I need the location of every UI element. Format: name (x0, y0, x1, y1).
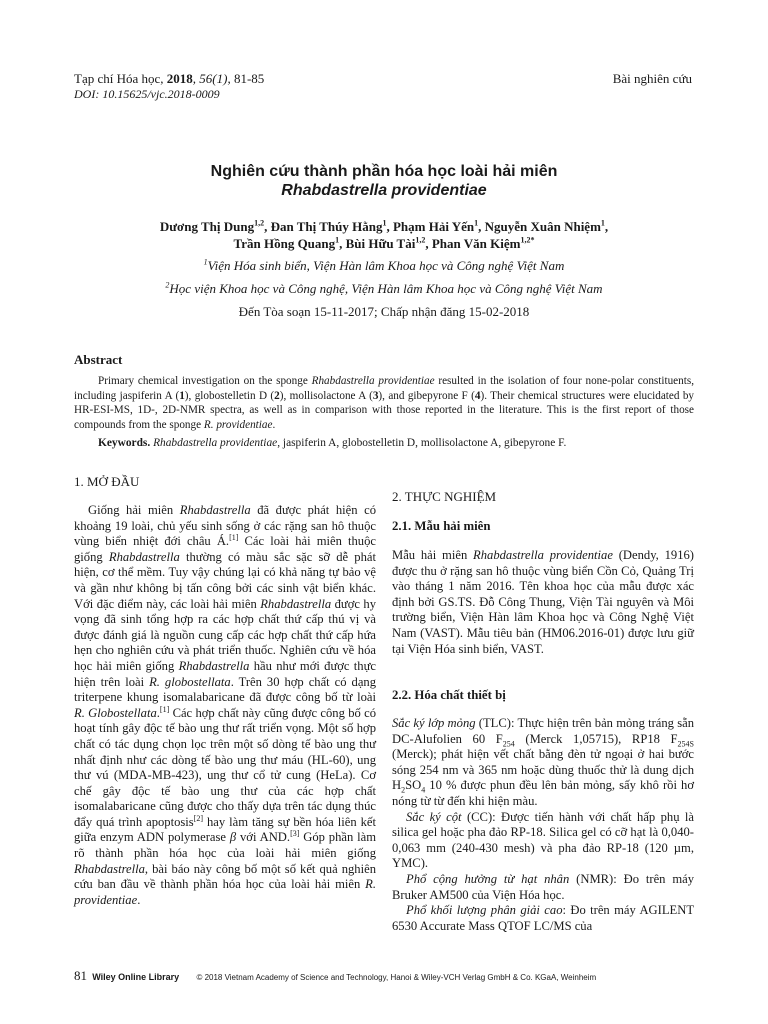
abstract-span: . (272, 418, 276, 431)
text-span: thường có màu sắc sặc sỡ dễ phát hiện, cơ thể mềm. Tuy vậy chúng lại có khả năng tự bảo vệ và gần như không bị tấn công bởi các sinh vật biển khác. Với đặc điểm này, các loài hải miên (74, 549, 376, 611)
received-accepted-dates: Đến Tòa soạn 15-11-2017; Chấp nhận đăng 15-02-2018 (238, 304, 530, 319)
citation-ref[interactable]: [2] (193, 813, 204, 823)
compound-number: 4 (474, 389, 481, 402)
author-affiliation-mark: 1,2 (415, 235, 426, 245)
method-name: Phổ khối lượng phân giải cao (406, 903, 563, 918)
text-span: hầu như mới được thực hiện trên loài (74, 658, 377, 689)
chemicals-equipment-text (392, 716, 694, 934)
abstract-span: ). Their chemical structures were elucidated by HR-ESI-MS, 1D-, 2D-NMR spectra, as well as in comparison with those reported in the literature. This is the first report of those compounds from the sponge (74, 389, 695, 431)
article-type: Bài nghiên cứu (612, 71, 692, 86)
text-span: (Merck 1,05715), RP18 F (514, 731, 678, 746)
text-span: . (156, 705, 160, 720)
subscript: 2 (401, 785, 406, 795)
journal-year: 2018 (166, 71, 193, 86)
paper-title: Nghiên cứu thành phần hóa học loài hải miên (210, 163, 558, 180)
section-heading-experimental: 2. THỰC NGHIỆM (392, 489, 497, 504)
author-affiliation-mark: 1,2 (254, 218, 265, 228)
species-name: Rhabdastrella providentiae (311, 375, 435, 387)
journal-name: Tạp chí Hóa học, (74, 71, 167, 86)
text-span: (TLC): Thực hiện trên bản mỏng tráng sẵn DC-Alufolien 60 F (392, 716, 694, 746)
author-separator: , (604, 219, 609, 234)
publisher-name[interactable]: Wiley Online Library (92, 972, 180, 982)
method-name: Sắc ký cột (406, 809, 462, 824)
species-name: R. Globostellata (74, 705, 157, 720)
author-affiliation-mark: 1,2* (520, 235, 535, 245)
copyright-notice: © 2018 Vietnam Academy of Science and Technology, Hanoi & Wiley-VCH Verlag GmbH & Co. KGaA, Weinheim (196, 973, 597, 982)
method-name: Sắc ký lớp mỏng (392, 716, 476, 730)
affiliation-1 (0, 258, 768, 274)
affiliation-mark: 2 (165, 280, 170, 290)
page-number: 81 (74, 968, 87, 983)
author-list-line1 (0, 219, 768, 235)
species-name: R. providentiae (74, 877, 376, 907)
footer (74, 968, 596, 984)
compound-number: 2 (274, 389, 280, 402)
author-affiliation-mark: 1 (474, 218, 479, 228)
journal-volume: , 56(1), (192, 71, 234, 86)
author-affiliation-mark: 1 (382, 218, 387, 228)
compound-number: 3 (372, 389, 379, 402)
author-name: , Phan Văn Kiệm (425, 236, 521, 251)
author-name: Trần Hồng Quang (233, 236, 336, 251)
author-list-line2 (0, 236, 768, 252)
subscript: 254 (502, 739, 515, 749)
text-span: hay làm tăng sự bền hóa liên kết giữa enzym ADN polymerase (74, 814, 376, 845)
subsection-heading-sponge-sample: 2.1. Mẫu hải miên (392, 519, 491, 533)
text-span: (Merck); phát hiện vết chất bằng đèn tử ngoại ở hai bước sóng 254 nm và 365 nm hoặc dùng thuốc thử là dung dịch H (392, 747, 694, 793)
keyword-list: , jaspiferin A, globostelletin D, mollisolactone A, gibepyrone F. (277, 437, 567, 449)
author-affiliation-mark: 1 (335, 235, 340, 245)
species-name: R. providentiae (203, 418, 273, 431)
text-span: đã được phát hiện có khoảng 19 loài, chủ yếu sinh sống ở các rặng san hô thuộc vùng biển nhiệt đới châu Á. (74, 503, 376, 549)
genus-name: Rhabdastrella (179, 503, 251, 517)
genus-name: Rhabdastrella (74, 861, 145, 876)
affiliation-2 (0, 281, 768, 297)
keywords-label: Keywords. (98, 437, 151, 449)
text-span: , bài báo này công bố một số kết quả nghiên cứu ban đầu về thành phần hóa học của loài hải miên (74, 861, 376, 892)
affiliation-text: Học viện Khoa học và Công nghệ, Viện Hàn lâm Khoa học và Công nghệ Việt Nam (169, 281, 603, 296)
author-name: Dương Thị Dung (159, 219, 255, 234)
abstract-span: ), mollisolactone A ( (279, 389, 373, 402)
abstract-span: ), and gibepyrone F ( (378, 389, 475, 402)
text-span: SO (405, 778, 422, 793)
text-span: Các hợp chất này cũng được công bố có hoạt tính gây độc tế bào ung thư rất triển vọng. Một số hợp chất có tác dụng chọn lọc trên một số dòng tế bào ung thư nhất định như các dòng tế bào ung thư máu (HL-60), ung thư vú (MDA-MB-423), ung thư cổ tử cung (HeLa). Cơ chế gây độc tế bào ung thư của các hợp chất isomalabaricane cũng được cho thấy dựa trên tác dụng thúc đẩy quá trình apoptosis (74, 705, 377, 829)
text-span: Các loài hải miên thuộc giống (74, 534, 376, 564)
genus-name: Rhabdastrella (108, 549, 180, 564)
beta-symbol: β (229, 830, 237, 845)
keyword-species: Rhabdastrella providentiae (153, 437, 278, 449)
author-name: , Đan Thị Thúy Hằng (264, 219, 383, 234)
text-span: (Dendy, 1916) được thu ở rặng san hô thuộc vùng biển Cồn Cỏ, Quảng Trị vào tháng 1 năm 2016. Tên khoa học của mẫu được xác định bởi GS.TS. Đỗ Công Thung, Viện Tài nguyên và Môi trường biển, Viện Hàn lâm Khoa học và Công Nghệ Việt Nam (VAST). Mẫu tiêu bản (HM06.2016-01) được lưu giữ tại Viện Hóa sinh biển, VAST. (392, 548, 694, 656)
text-span: được hy vọng đã sinh tổng hợp ra các hợp chất thứ cấp thú vị và được đánh giá là nguồn cung cấp các hợp chất thứ cấp hứa hẹn cho nghiên cứu và phát triển thuốc. Nghiên cứu về hóa học hải miên giống (74, 596, 377, 673)
affiliation-mark: 1 (203, 257, 208, 267)
text-span: Giống hải miên (88, 503, 180, 517)
text-span: : Đo trên máy AGILENT 6530 Accurate Mass QTOF LC/MS của (392, 903, 695, 933)
section-heading-introduction: 1. MỞ ĐẦU (74, 474, 140, 489)
doi[interactable]: DOI: 10.15625/vjc.2018-0009 (74, 87, 220, 101)
journal-pages: 81-85 (233, 71, 265, 86)
text-span: Mẫu hải miên (392, 548, 474, 562)
author-name: , Nguyễn Xuân Nhiệm (478, 219, 601, 234)
genus-name: Rhabdastrella (260, 596, 332, 611)
text-span: . Trên 30 hợp chất có dạng triterpene khung isomalabaricane đã được công bố từ loài (74, 674, 376, 705)
citation-ref[interactable]: [3] (290, 829, 300, 839)
text-span: . (137, 892, 141, 907)
abstract-span: Primary chemical investigation on the sponge (98, 375, 312, 387)
abstract-heading: Abstract (74, 352, 123, 367)
genus-name: Rhabdastrella (178, 658, 250, 673)
author-name: , Bùi Hữu Tài (339, 236, 416, 251)
text-span: 10 % được phun đều lên bản mỏng, sấy khô rồi hơ nóng từ từ đến khi hiện màu. (392, 778, 694, 808)
paper-title-species: Rhabdastrella providentiae (281, 182, 487, 199)
sponge-sample-text (392, 548, 694, 657)
abstract-span: ), globostelletin D ( (184, 389, 275, 402)
keywords (98, 437, 566, 449)
text-span: (NMR): Đo trên máy Bruker AM500 của Viện Hóa học. (392, 871, 695, 902)
author-name: , Phạm Hải Yến (386, 219, 475, 234)
affiliation-text: Viện Hóa sinh biển, Viện Hàn lâm Khoa học và Công nghệ Việt Nam (207, 258, 565, 273)
citation-ref[interactable]: [1] (229, 533, 239, 542)
compound-number: 1 (179, 389, 185, 402)
abstract-span: resulted in the isolation of four none-polar constituents, including jaspiferin A ( (74, 375, 694, 402)
text-span: Góp phần làm rõ thành phần hóa học của loài hải miên giống (74, 830, 377, 861)
species-name: Rhabdastrella providentiae (473, 548, 613, 562)
abstract-text (74, 374, 694, 432)
citation-ref[interactable]: [1] (159, 704, 170, 714)
text-span: (CC): Được tiến hành với chất hấp phụ là silica gel hoặc pha đảo RP-18. Silica gel có cỡ hạt là 0,040-0,063 mm (240-430 mesh) và pha đảo RP-18 (120 µm, YMC). (392, 809, 695, 871)
subsection-heading-chemicals-equipment: 2.2. Hóa chất thiết bị (392, 688, 506, 702)
subscript: 4 (421, 785, 426, 795)
journal-citation (74, 71, 264, 87)
subscript: 254S (677, 739, 694, 749)
species-name: R. globostellata (149, 674, 231, 689)
text-span: với AND. (236, 830, 291, 845)
method-name: Phổ cộng hưởng từ hạt nhân (406, 871, 570, 886)
introduction-text (74, 503, 376, 908)
author-affiliation-mark: 1 (600, 218, 605, 228)
